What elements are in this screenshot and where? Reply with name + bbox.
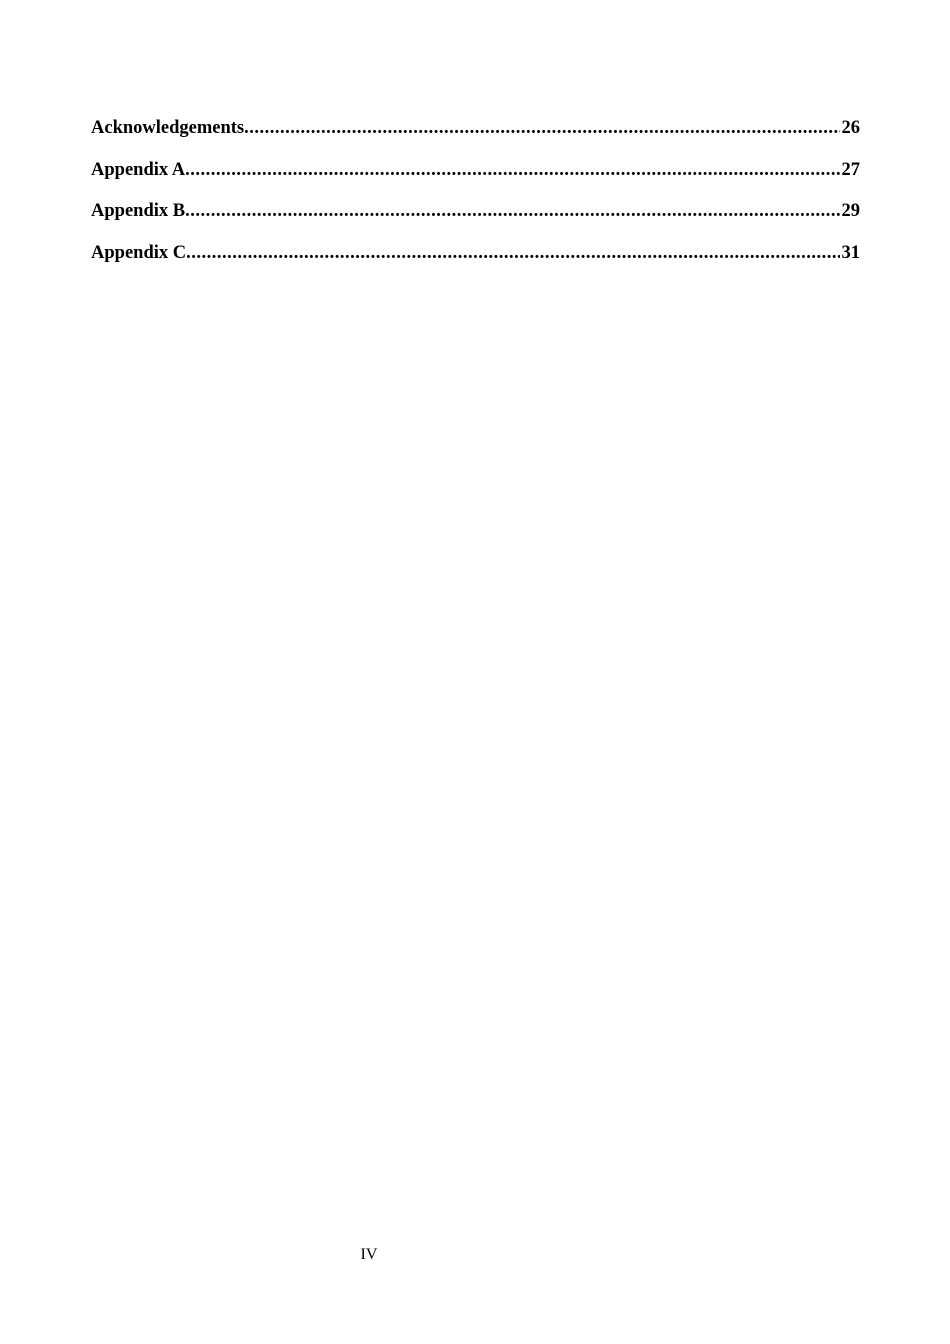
toc-entry-title: Appendix A [91, 159, 186, 180]
toc-entry-title: Acknowledgements [91, 118, 245, 138]
toc-entry-acknowledgements[interactable] [91, 118, 860, 160]
toc-dot-leader [186, 243, 839, 264]
toc-entry-appendix-b[interactable] [91, 201, 860, 243]
toc-entry-title: Appendix B [91, 201, 186, 221]
toc-dot-leader [185, 160, 839, 181]
toc-entry-title: Appendix C [91, 242, 187, 263]
toc-dot-leader [244, 118, 839, 139]
page-number: IV [360, 1246, 378, 1263]
toc-entry-page: 27 [841, 159, 860, 180]
toc-entry-page: 31 [841, 242, 860, 263]
toc-entry-page: 26 [841, 118, 860, 138]
toc-entry-appendix-a[interactable] [91, 160, 860, 202]
table-of-contents [91, 118, 860, 284]
toc-entry-page: 29 [841, 201, 860, 221]
toc-entry-appendix-c[interactable] [91, 243, 860, 285]
toc-dot-leader [185, 201, 839, 222]
